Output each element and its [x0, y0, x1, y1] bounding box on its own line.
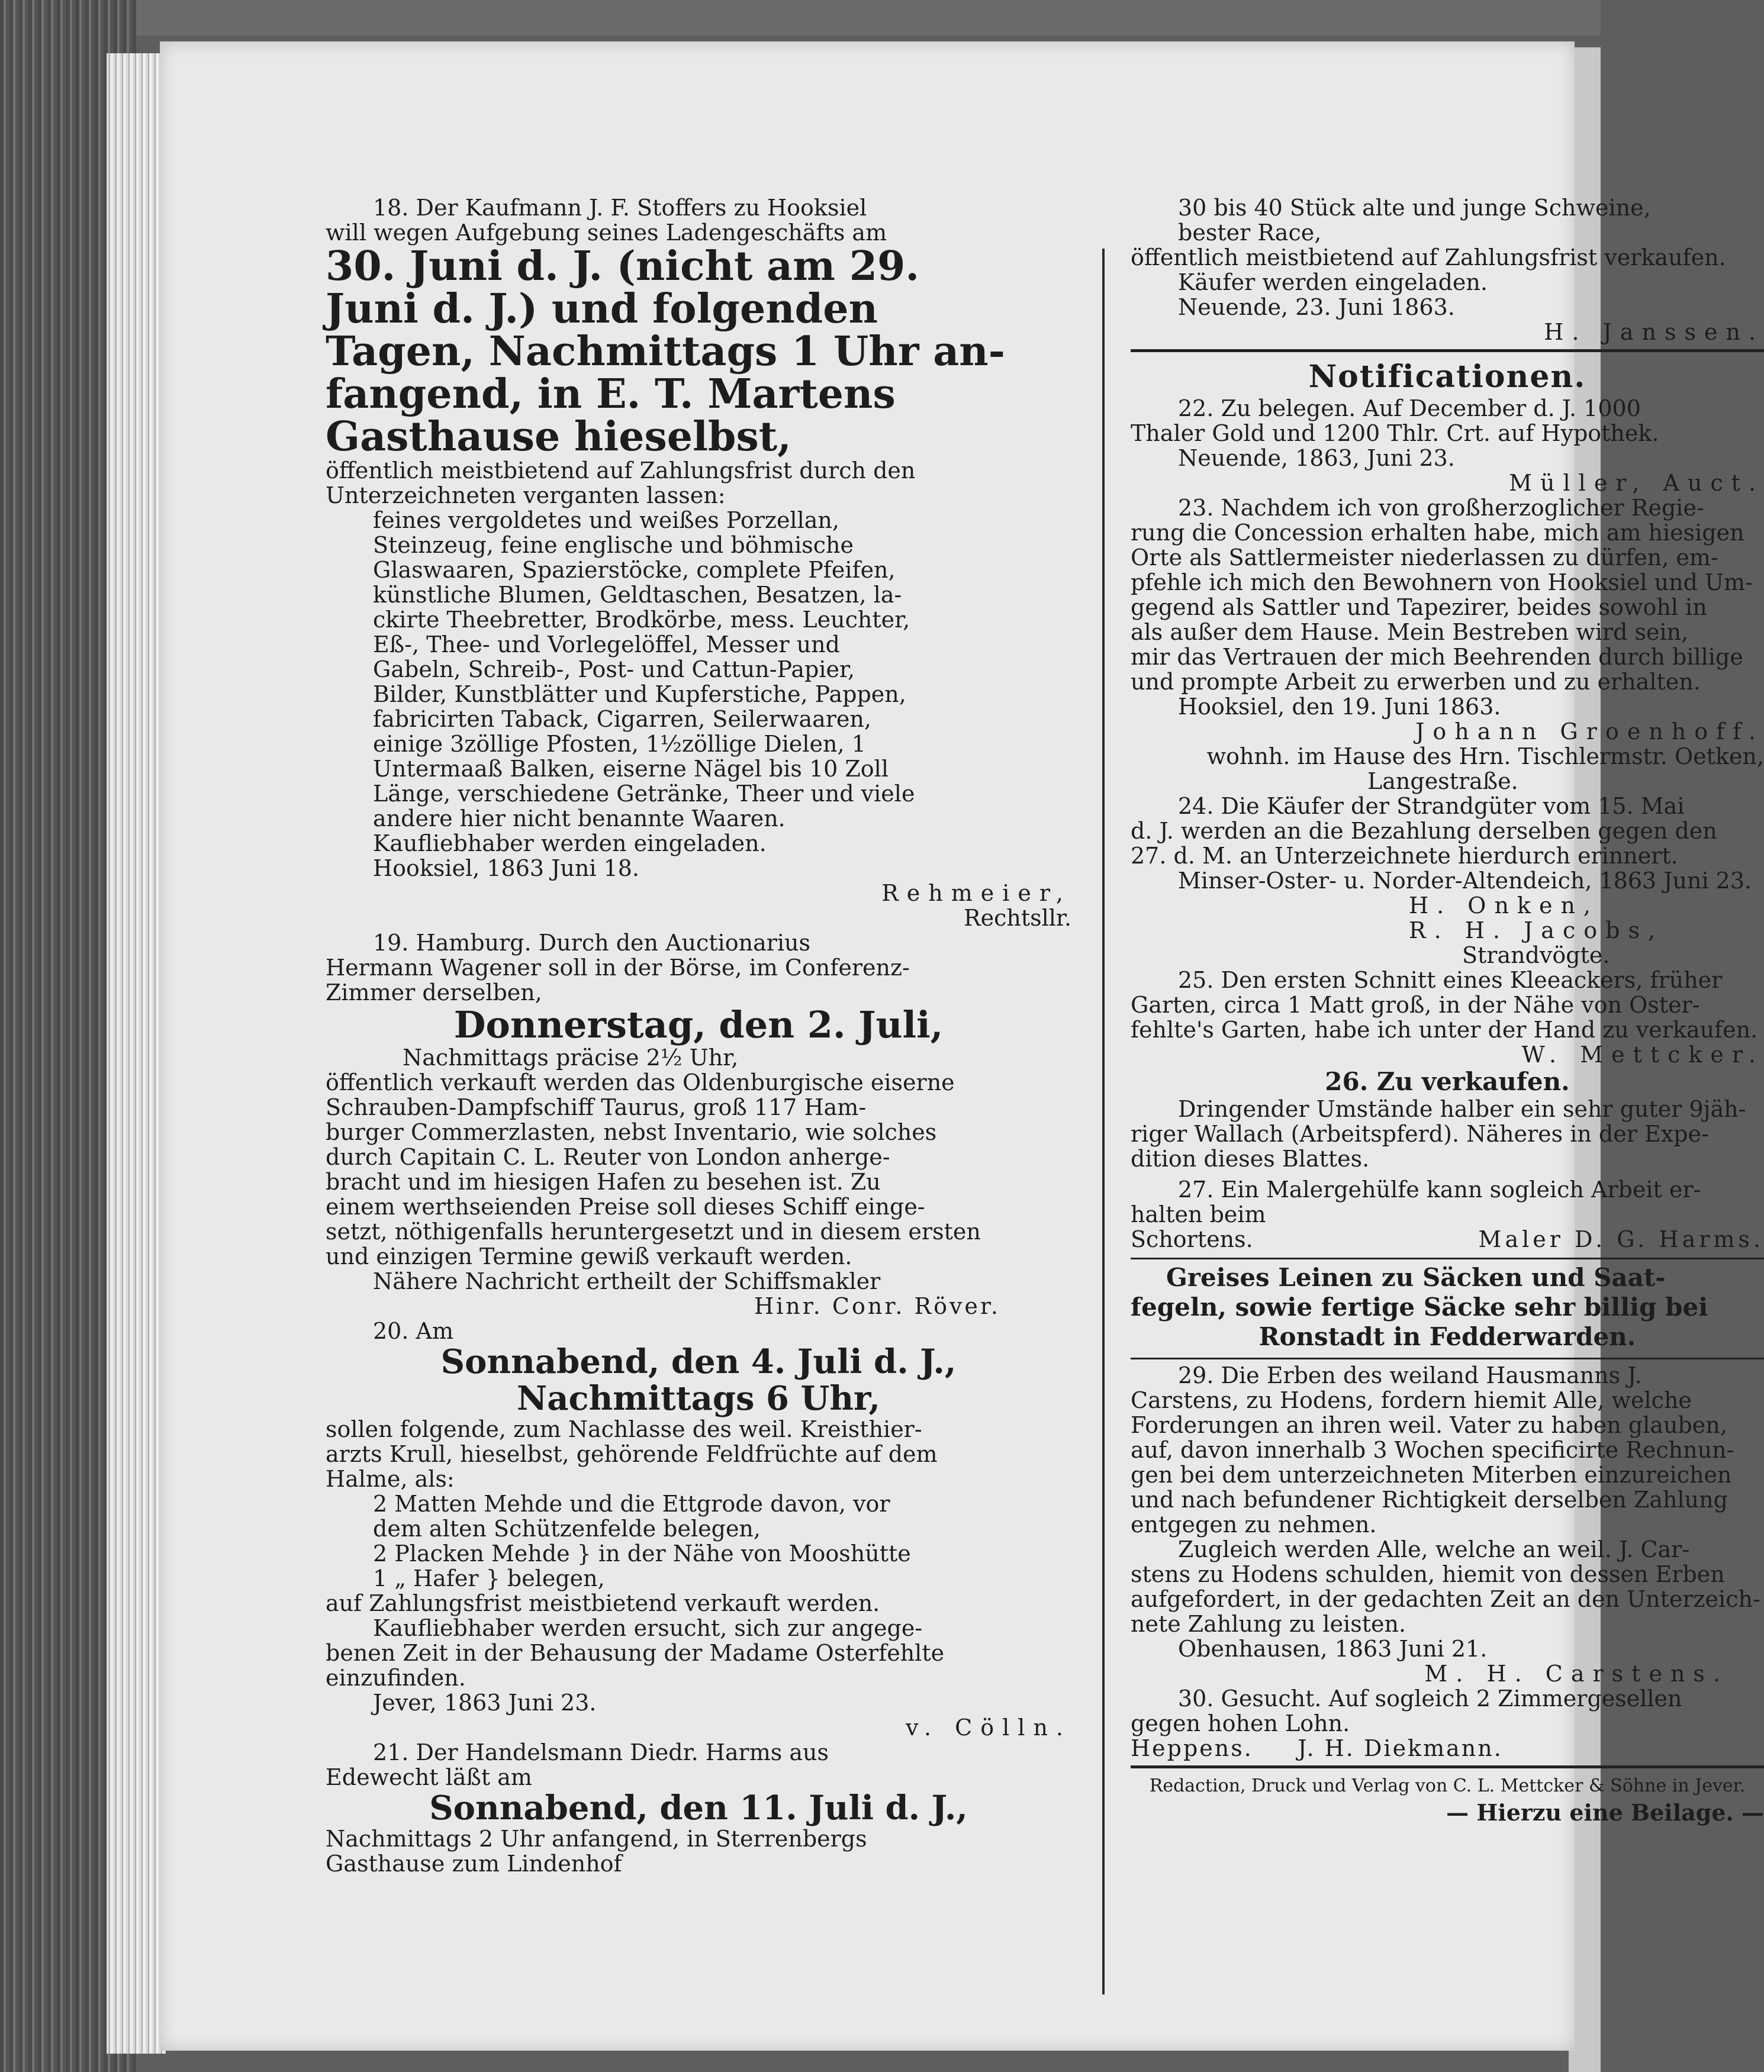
text-line: burger Commerzlasten, nebst Inventario, wie solches	[326, 1119, 937, 1145]
text-line: 23. Nachdem ich von großherzoglicher Regie-	[1178, 495, 1704, 521]
headline-line: 30. Juni d. J. (nicht am 29.	[326, 243, 920, 290]
text-line: bracht und im hiesigen Hafen zu besehen ist. Zu	[326, 1169, 881, 1195]
notice-rule	[1131, 1258, 1764, 1259]
text-line: durch Capitain C. L. Reuter von London anherge-	[326, 1144, 890, 1170]
text-line: öffentlich verkauft werden das Oldenburgische eiserne	[326, 1069, 955, 1095]
text-line: entgegen zu nehmen.	[1131, 1512, 1377, 1538]
signature: Rehmeier,	[881, 880, 1071, 906]
text-line: d. J. werden an die Bezahlung derselben gegen den	[1131, 818, 1717, 844]
text-line: mir das Vertrauen der mich Beehrenden durch billige	[1131, 644, 1743, 670]
text-line: fabricirten Taback, Cigarren, Seilerwaaren,	[373, 706, 871, 732]
text-line: gegend als Sattler und Tapezirer, beides sowohl in	[1131, 594, 1707, 620]
notice-26	[1131, 1067, 1764, 1171]
signature-title: Rechtsllr.	[963, 905, 1071, 931]
text-line: rung die Concession erhalten habe, mich am hiesigen	[1131, 520, 1744, 546]
right-column	[1131, 195, 1764, 1828]
headline-line: Juni d. J.) und folgenden	[326, 285, 878, 333]
text-line: dition dieses Blattes.	[1131, 1146, 1370, 1172]
imprint: Redaction, Druck und Verlag von C. L. Mettcker & Söhne in Jever.	[1149, 1775, 1746, 1796]
place-line	[1131, 1227, 1764, 1252]
place-name: Schortens.	[1131, 1226, 1253, 1252]
text-line: Neuende, 23. Juni 1863.	[1178, 294, 1455, 320]
text-line: Hooksiel, 1863 Juni 18.	[373, 855, 640, 881]
notice-18	[326, 195, 1071, 930]
page-edges	[107, 53, 166, 2054]
text-line: Ronstadt in Fedderwarden.	[1258, 1322, 1636, 1351]
text-line: Thaler Gold und 1200 Thlr. Crt. auf Hypothek.	[1131, 420, 1659, 446]
text-line: Nachmittags 2 Uhr anfangend, in Sterrenbergs	[326, 1826, 867, 1852]
notice-24	[1131, 794, 1764, 968]
text-line: einige 3zöllige Pfosten, 1½zöllige Dielen, 1	[373, 731, 866, 757]
text-line: Edewecht läßt am	[326, 1764, 532, 1790]
text-line: 21. Der Handelsmann Diedr. Harms aus	[373, 1739, 829, 1765]
text-line: pfehle ich mich den Bewohnern von Hooksiel und Um-	[1131, 569, 1753, 595]
headline-line: Tagen, Nachmittags 1 Uhr an-	[326, 328, 1005, 375]
headline-line: Sonnabend, den 11. Juli d. J.,	[429, 1789, 968, 1828]
signature: H. Janssen.	[1544, 319, 1764, 345]
text-line: Halme, als:	[326, 1466, 455, 1492]
signature: H. Onken,	[1409, 892, 1599, 919]
signature: Maler D. G. Harms.	[1478, 1226, 1764, 1252]
text-line: Steinzeug, feine englische und böhmische	[373, 532, 854, 558]
signature: Johann Groenhoff.	[1415, 718, 1764, 745]
notice-19	[326, 930, 1071, 1319]
text-line: Unterzeichneten verganten lassen:	[326, 482, 726, 508]
address-line: Langestraße.	[1367, 768, 1518, 794]
text-line: 27. d. M. an Unterzeichnete hierdurch erinnert.	[1131, 843, 1678, 869]
text-line: arzts Krull, hieselbst, gehörende Feldfrüchte auf dem	[326, 1441, 938, 1467]
text-line: 30 bis 40 Stück alte und junge Schweine,	[1178, 195, 1651, 221]
signature: Müller, Auct.	[1509, 470, 1764, 496]
text-line: Nachmittags präcise 2½ Uhr,	[403, 1045, 739, 1071]
text-line: Gabeln, Schreib-, Post- und Cattun-Papier,	[373, 656, 855, 682]
text-line: Obenhausen, 1863 Juni 21.	[1178, 1636, 1488, 1662]
text-line: Zimmer derselben,	[326, 979, 542, 1006]
text-line: Kaufliebhaber werden eingeladen.	[373, 830, 767, 856]
left-column	[326, 195, 1071, 1876]
text-line: Neuende, 1863, Juni 23.	[1178, 445, 1455, 471]
text-line: stens zu Hodens schulden, hiemit von dessen Erben	[1131, 1561, 1725, 1587]
text-line: gegen hohen Lohn.	[1131, 1710, 1350, 1736]
scanner-background	[0, 0, 1601, 36]
text-line: fehlte's Garten, habe ich unter der Hand zu verkaufen.	[1131, 1017, 1758, 1043]
headline-line: Donnerstag, den 2. Juli,	[453, 1003, 944, 1046]
text-line: auf Zahlungsfrist meistbietend verkauft werden.	[326, 1590, 880, 1616]
text-line: will wegen Aufgebung seines Ladengeschäfts am	[326, 220, 887, 246]
notice-22	[1131, 396, 1764, 495]
text-line: setzt, nöthigenfalls heruntergesetzt und in diesem ersten	[326, 1219, 981, 1245]
text-line: aufgefordert, in der gedachten Zeit an den Unterzeich-	[1131, 1586, 1760, 1612]
text-line: Nähere Nachricht ertheilt der Schiffsmakler	[373, 1268, 881, 1294]
signature: Hinr. Conr. Röver.	[754, 1293, 1000, 1319]
text-line: 2 Matten Mehde und die Ettgrode davon, vor	[373, 1491, 890, 1517]
supplement-note: — Hierzu eine Beilage. —	[1446, 1799, 1764, 1826]
signature: v. Cölln.	[906, 1715, 1071, 1741]
text-line: 1 „ Hafer } belegen,	[373, 1565, 605, 1591]
text-line: 18. Der Kaufmann J. F. Stoffers zu Hooksiel	[373, 195, 867, 221]
text-line: fegeln, sowie fertige Säcke sehr billig bei	[1131, 1293, 1708, 1322]
text-line: 25. Den ersten Schnitt eines Kleeackers, früher	[1178, 967, 1723, 993]
text-line: Zugleich werden Alle, welche an weil. J. Car-	[1178, 1536, 1690, 1562]
imprint-rule	[1131, 1765, 1764, 1768]
text-line: Jever, 1863 Juni 23.	[373, 1690, 597, 1716]
text-line: Carstens, zu Hodens, fordern hiemit Alle, welche	[1131, 1387, 1692, 1413]
text-line: Kaufliebhaber werden ersucht, sich zur angege-	[373, 1615, 923, 1641]
text-line: halten beim	[1131, 1201, 1266, 1227]
text-line: Forderungen an ihren weil. Vater zu haben glauben,	[1131, 1412, 1727, 1438]
text-line: 20. Am	[373, 1318, 453, 1344]
section-rule	[1131, 349, 1764, 352]
text-line: als außer dem Hause. Mein Bestreben wird sein,	[1131, 619, 1689, 645]
text-line: öffentlich meistbietend auf Zahlungsfrist verkaufen.	[1131, 244, 1726, 270]
text-line: 27. Ein Malergehülfe kann sogleich Arbeit er-	[1178, 1177, 1701, 1203]
notice-21	[326, 1740, 1071, 1876]
text-line: Hermann Wagener soll in der Börse, im Conferenz-	[326, 955, 910, 981]
notice-heading: 26. Zu verkaufen.	[1325, 1067, 1570, 1096]
text-line: einem werthseienden Preise soll dieses Schiff einge-	[326, 1194, 925, 1220]
text-line: Orte als Sattlermeister niederlassen zu dürfen, em-	[1131, 544, 1718, 571]
text-line: benen Zeit in der Behausung der Madame Osterfehlte	[326, 1640, 945, 1666]
text-line: Länge, verschiedene Getränke, Theer und viele	[373, 781, 915, 807]
text-line: nete Zahlung zu leisten.	[1131, 1611, 1406, 1637]
signature: R. H. Jacobs,	[1409, 917, 1664, 943]
text-line: 22. Zu belegen. Auf December d. J. 1000	[1178, 395, 1641, 421]
text-line: Dringender Umstände halber ein sehr guter 9jäh-	[1178, 1096, 1746, 1122]
notice-25	[1131, 968, 1764, 1067]
text-line: Hooksiel, den 19. Juni 1863.	[1178, 694, 1501, 720]
notice-20	[326, 1319, 1071, 1740]
text-line: 2 Placken Mehde } in der Nähe von Mooshütte	[373, 1541, 911, 1567]
text-line: Schrauben-Dampfschiff Taurus, groß 117 Ham-	[326, 1094, 867, 1120]
place-signature-line: Heppens. J. H. Diekmann.	[1131, 1735, 1503, 1761]
text-line: ckirte Theebretter, Brodkörbe, mess. Leuchter,	[373, 607, 910, 633]
text-line: 29. Die Erben des weiland Hausmanns J.	[1178, 1362, 1642, 1388]
text-line: Minser-Oster- u. Norder-Altendeich, 1863 Juni 23.	[1178, 868, 1752, 894]
text-line: sollen folgende, zum Nachlasse des weil. Kreisthier-	[326, 1416, 922, 1442]
notice-30	[1131, 1686, 1764, 1761]
text-line: dem alten Schützenfelde belegen,	[373, 1516, 761, 1542]
text-line: einzufinden.	[326, 1665, 466, 1691]
text-line: Greises Leinen zu Säcken und Saat-	[1166, 1263, 1666, 1292]
text-line: Eß-, Thee- und Vorlegelöffel, Messer und	[373, 631, 840, 658]
text-line: feines vergoldetes und weißes Porzellan,	[373, 507, 839, 533]
text-line: gen bei dem unterzeichneten Miterben einzureichen	[1131, 1462, 1732, 1488]
text-line: Untermaaß Balken, eiserne Nägel bis 10 Zoll	[373, 756, 889, 782]
notice-23	[1131, 495, 1764, 794]
notice-28	[1131, 1263, 1764, 1352]
text-line: Garten, circa 1 Matt groß, in der Nähe von Oster-	[1131, 992, 1700, 1018]
text-line: Käufer werden eingeladen.	[1178, 269, 1488, 295]
notice-continuation	[1131, 195, 1764, 344]
text-line: und prompte Arbeit zu erwerben und zu erhalten.	[1131, 669, 1701, 695]
section-heading: Notificationen.	[1308, 359, 1586, 395]
notice-29	[1131, 1363, 1764, 1686]
text-line: Gasthause zum Lindenhof	[326, 1851, 622, 1877]
signature: W. Mettcker.	[1521, 1042, 1764, 1068]
column-divider	[1102, 249, 1105, 1994]
text-line: 30. Gesucht. Auf sogleich 2 Zimmergesellen	[1178, 1686, 1682, 1712]
headline-line: Sonnabend, den 4. Juli d. J.,	[440, 1342, 957, 1381]
headline-line: fangend, in E. T. Martens	[326, 370, 896, 418]
text-line: Bilder, Kunstblätter und Kupferstiche, Pappen,	[373, 681, 906, 707]
text-line: 24. Die Käufer der Strandgüter vom 15. Mai	[1178, 793, 1685, 819]
text-line: Glaswaaren, Spazierstöcke, complete Pfeifen,	[373, 557, 896, 583]
signature: M. H. Carstens.	[1424, 1661, 1728, 1687]
address-line: wohnh. im Hause des Hrn. Tischlermstr. Oetken,	[1206, 743, 1764, 769]
notice-rule	[1131, 1358, 1764, 1359]
headline-line: Nachmittags 6 Uhr,	[517, 1379, 880, 1418]
newspaper-page	[160, 41, 1764, 2051]
text-line: künstliche Blumen, Geldtaschen, Besatzen, la-	[373, 582, 902, 608]
text-line: bester Race,	[1178, 220, 1322, 246]
headline-line: Gasthause hieselbst,	[326, 413, 791, 460]
notice-27	[1131, 1177, 1764, 1252]
text-line: und nach befundener Richtigkeit derselben Zahlung	[1131, 1487, 1728, 1513]
text-line: und einzigen Termine gewiß verkauft werden.	[326, 1243, 852, 1269]
text-line: 19. Hamburg. Durch den Auctionarius	[373, 930, 811, 956]
signature-title: Strandvögte.	[1462, 942, 1610, 968]
text-line: riger Wallach (Arbeitspferd). Näheres in der Expe-	[1131, 1121, 1709, 1147]
text-line: auf, davon innerhalb 3 Wochen specificirte Rechnun-	[1131, 1437, 1734, 1463]
text-line: öffentlich meistbietend auf Zahlungsfrist durch den	[326, 457, 916, 484]
text-line: andere hier nicht benannte Waaren.	[373, 805, 786, 832]
